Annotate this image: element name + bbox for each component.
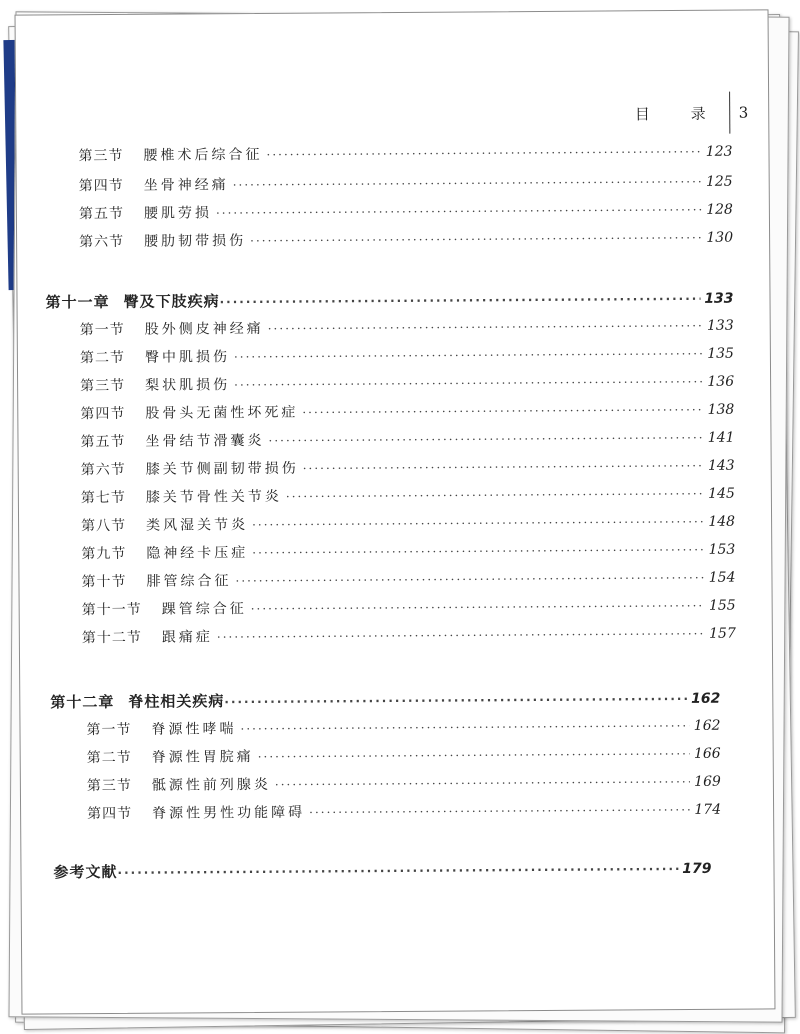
toc-entry-title: 类风湿关节炎 — [146, 517, 249, 534]
toc-entry-title: 骶源性前列腺炎 — [151, 776, 271, 794]
leader-dots — [234, 347, 703, 364]
toc-entry[interactable] — [81, 567, 735, 592]
toc-entry[interactable] — [81, 455, 735, 480]
toc-entry[interactable] — [80, 315, 734, 340]
toc-entry-page: 125 — [705, 173, 733, 190]
leader-dots — [302, 403, 703, 420]
toc-entry-label: 第三节 — [78, 147, 124, 165]
leader-dots — [220, 292, 701, 309]
toc-entry-title: 脊源性胃脘痛 — [151, 748, 254, 766]
toc-entry-label: 第四节 — [78, 177, 124, 195]
toc-entry-page: 133 — [704, 290, 734, 307]
leader-dots — [117, 862, 678, 880]
toc-entry-title: 腰肌劳损 — [143, 205, 212, 222]
toc-entry-page: 157 — [709, 625, 736, 642]
toc-entry-label: 第三节 — [80, 377, 126, 395]
toc-entry-page: 133 — [706, 317, 734, 334]
leader-dots — [303, 459, 704, 476]
page-header — [635, 93, 749, 134]
toc-entry[interactable] — [87, 771, 721, 795]
toc-entry-title: 股外侧皮神经痛 — [144, 320, 264, 338]
leader-dots — [309, 803, 690, 820]
toc-entry-label: 第十节 — [81, 573, 127, 591]
toc-references-entry[interactable] — [53, 857, 711, 883]
toc-entry-title: 腓管综合征 — [146, 573, 232, 590]
toc-page — [15, 9, 776, 1014]
leader-dots — [286, 487, 704, 504]
toc-entry-title: 脊源性男性功能障碍 — [152, 804, 306, 822]
toc-entry[interactable] — [80, 371, 734, 396]
toc-entry-label: 第七节 — [80, 489, 126, 507]
toc-entry[interactable] — [82, 623, 736, 648]
leader-dots — [268, 319, 703, 336]
toc-entry[interactable] — [80, 427, 734, 452]
leader-dots — [235, 571, 704, 588]
toc-entry-label: 第九节 — [81, 545, 127, 563]
toc-entry[interactable] — [78, 141, 732, 166]
toc-entry-title: 臀中肌损伤 — [144, 349, 230, 366]
header-divider — [730, 92, 731, 134]
toc-entry-label: 第二节 — [86, 749, 132, 767]
toc-entry-title: 坐骨结节滑囊炎 — [145, 432, 265, 450]
toc-entry[interactable] — [86, 715, 720, 739]
toc-entry-label: 第三节 — [86, 777, 132, 795]
leader-dots — [217, 627, 705, 644]
toc-entry-page: 166 — [693, 745, 721, 762]
toc-entry-label: 第一节 — [79, 321, 125, 339]
toc-chapter-title: 臀及下肢疾病 — [123, 292, 220, 311]
toc-entry-page: 128 — [706, 201, 733, 218]
leader-dots — [275, 775, 690, 792]
toc-entry-label: 第六节 — [80, 461, 126, 479]
toc-entry[interactable] — [79, 227, 733, 252]
toc-chapter-entry[interactable] — [50, 687, 720, 713]
leader-dots — [250, 231, 702, 248]
toc-entry-title: 踝管综合征 — [161, 601, 247, 618]
toc-entry-label: 第四节 — [80, 405, 126, 423]
leader-dots — [252, 515, 704, 532]
toc-entry-title: 脊源性哮喘 — [151, 721, 237, 738]
toc-entry-title: 隐神经卡压症 — [146, 545, 249, 562]
toc-entry-title: 坐骨神经痛 — [143, 177, 229, 194]
leader-dots — [268, 431, 703, 448]
toc-entry-label: 第八节 — [81, 517, 127, 535]
toc-entry-page: 155 — [708, 597, 736, 614]
leader-dots — [258, 747, 690, 764]
toc-entry-title: 梨状肌损伤 — [145, 377, 231, 394]
toc-entry-page: 143 — [707, 457, 735, 474]
toc-entry-page: 145 — [708, 485, 735, 502]
toc-entry-label: 第五节 — [78, 205, 124, 223]
toc-entry-page: 162 — [693, 717, 721, 734]
toc-chapter-label: 第十二章 — [50, 692, 115, 712]
leader-dots — [224, 692, 687, 709]
toc-entry[interactable] — [79, 171, 733, 196]
toc-entry-label: 第一节 — [86, 721, 132, 739]
toc-entry-page: 130 — [706, 229, 734, 246]
toc-entry-page: 162 — [691, 690, 721, 707]
toc-entry-label: 第十一节 — [81, 601, 142, 619]
leader-dots — [240, 719, 689, 736]
toc-entry-title: 腰椎术后综合征 — [143, 146, 263, 164]
toc-entry[interactable] — [81, 511, 735, 536]
toc-entry-page: 174 — [694, 801, 722, 818]
toc-entry-title: 腰肋韧带损伤 — [144, 233, 247, 250]
toc-entry-label: 第六节 — [79, 233, 125, 251]
leader-dots — [252, 543, 704, 560]
toc-entry[interactable] — [87, 743, 721, 767]
toc-entry-page: 136 — [707, 373, 735, 390]
toc-entry[interactable] — [87, 799, 721, 823]
toc-references-label: 参考文献 — [53, 862, 118, 882]
toc-chapter-title: 脊柱相关疾病 — [128, 692, 225, 711]
toc-chapter-label: 第十一章 — [45, 292, 110, 312]
leader-dots — [216, 203, 702, 220]
leader-dots — [233, 175, 702, 192]
toc-entry-label: 第二节 — [79, 349, 125, 367]
toc-entry-page: 179 — [682, 860, 712, 878]
toc-entry-page: 169 — [694, 773, 721, 790]
toc-entry-page: 138 — [707, 401, 735, 418]
toc-entry-title: 膝关节骨性关节炎 — [145, 488, 282, 506]
toc-entry[interactable] — [79, 199, 733, 224]
toc-entry-page: 154 — [708, 569, 736, 586]
toc-entry-label: 第十二节 — [81, 629, 142, 647]
toc-entry[interactable] — [81, 483, 735, 508]
toc-entry-label: 第五节 — [80, 433, 126, 451]
toc-entry[interactable] — [82, 595, 736, 620]
toc-entry-page: 148 — [708, 513, 736, 530]
toc-entry[interactable] — [81, 539, 735, 564]
toc-entry-page: 141 — [707, 429, 735, 446]
toc-entry-title: 股骨头无菌性坏死症 — [145, 404, 299, 422]
toc-entry-page: 123 — [705, 143, 733, 160]
toc-entry[interactable] — [80, 343, 734, 368]
toc-entry-page: 153 — [708, 541, 736, 558]
header-title: 目 录 — [634, 104, 724, 123]
page-number: 3 — [738, 103, 749, 122]
toc-chapter-entry[interactable] — [45, 287, 733, 313]
leader-dots — [266, 145, 701, 162]
toc-entry[interactable] — [80, 399, 734, 424]
toc-entry-title: 膝关节侧副韧带损伤 — [145, 460, 299, 478]
toc-entry-label: 第四节 — [87, 805, 133, 823]
toc-entry-page: 135 — [707, 345, 734, 362]
toc-entry-title: 跟痛症 — [161, 629, 213, 646]
leader-dots — [251, 599, 705, 616]
leader-dots — [234, 375, 703, 392]
